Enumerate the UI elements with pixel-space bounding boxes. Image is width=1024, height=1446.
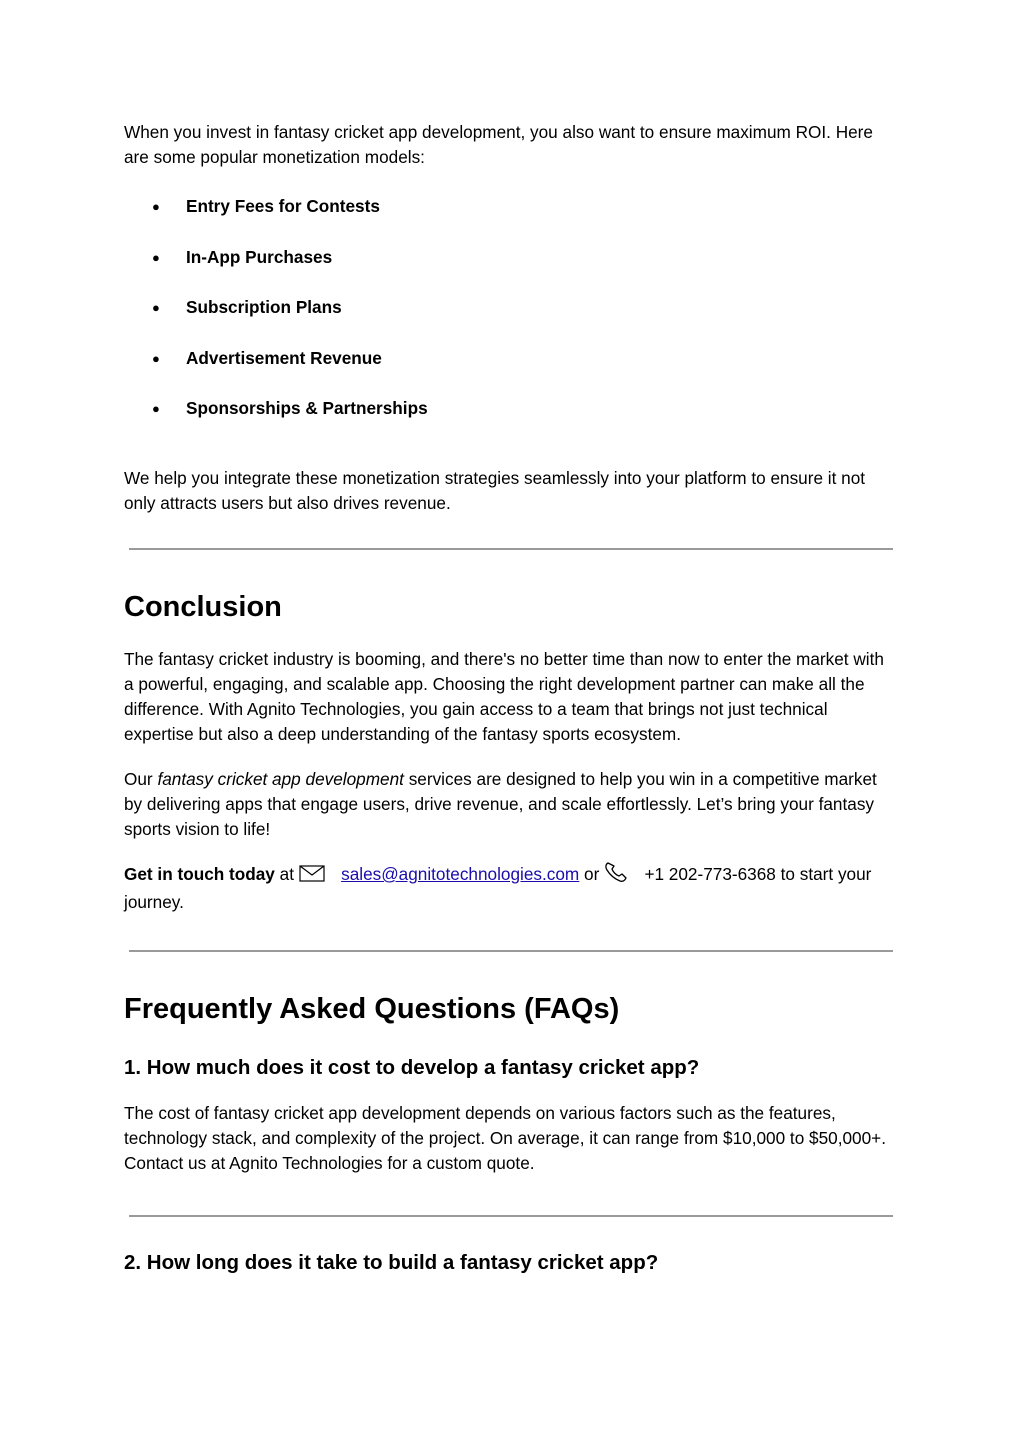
list-item: ● Entry Fees for Contests: [152, 194, 428, 245]
monetization-list: [152, 194, 428, 447]
bullet-icon: ●: [152, 199, 160, 214]
section-divider: [129, 548, 893, 550]
services-paragraph: Our fantasy cricket app development services are designed to help you win in a competitive market by delivering apps that engage users, drive revenue, and scale effortlessly. Let’s bring your fantasy sports vision to life!: [124, 769, 877, 839]
intro-paragraph: When you invest in fantasy cricket app development, you also want to ensure maximum ROI. Here are some popular monetization models:: [124, 122, 873, 167]
faq-question-1: 1. How much does it cost to develop a fantasy cricket app?: [124, 1056, 700, 1079]
phone-icon: [604, 861, 630, 890]
bullet-icon: ●: [152, 300, 160, 315]
integrate-paragraph: We help you integrate these monetization strategies seamlessly into your platform to ensure it not only attracts users but also drives revenue.: [124, 468, 866, 513]
bullet-icon: ●: [152, 350, 160, 366]
section-divider: [129, 1215, 893, 1217]
contact-paragraph: Get in touch today at sales@agnitotechnologies.com or +1 202-773-6368 to start your journey.: [124, 861, 894, 915]
list-item: ● Subscription Plans: [152, 295, 428, 346]
faq-answer-1: The cost of fantasy cricket app development depends on various factors such as the features, technology stack, and complexity of the project. On average, it can range from $10,000 to $50,000+. Contact us at Agnito Technologies for a custom quote.: [124, 1103, 886, 1173]
list-item: ● Advertisement Revenue: [152, 346, 428, 397]
bullet-icon: ●: [152, 401, 160, 416]
faq-heading: Frequently Asked Questions (FAQs): [124, 993, 620, 1025]
envelope-icon: [299, 865, 327, 890]
email-link[interactable]: sales@agnitotechnologies.com: [341, 864, 580, 884]
section-divider: [129, 950, 893, 952]
bullet-icon: ●: [152, 249, 160, 265]
list-item: ● In-App Purchases: [152, 245, 428, 296]
phone-number[interactable]: +1 202-773-6368: [644, 864, 776, 884]
faq-question-2: 2. How long does it take to build a fantasy cricket app?: [124, 1251, 659, 1274]
list-item: ● Sponsorships & Partnerships: [152, 396, 428, 447]
conclusion-heading: Conclusion: [124, 591, 282, 623]
conclusion-paragraph: The fantasy cricket industry is booming, and there's no better time than now to enter the market with a powerful, engaging, and scalable app. Choosing the right development partner can make all the difference. With Agnito Technologies, you gain access to a team that brings not just technical expertise but also a deep understanding of the fantasy sports ecosystem.: [124, 649, 884, 744]
